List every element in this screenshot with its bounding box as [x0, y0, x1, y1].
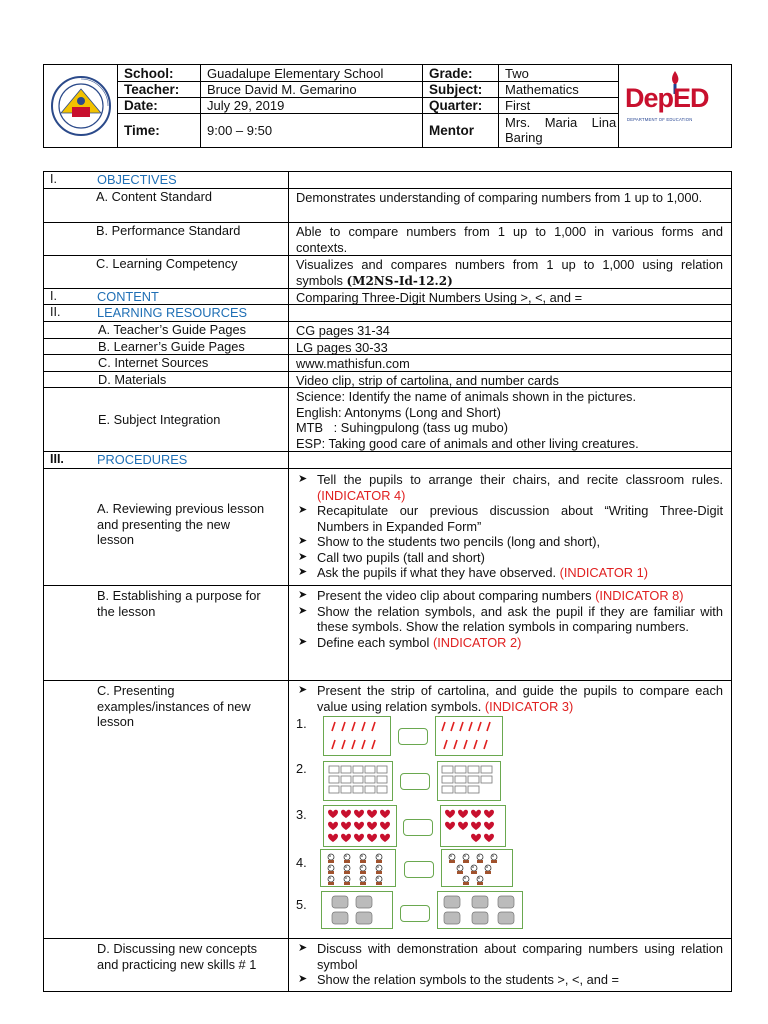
- resource-value: CG pages 31-34: [296, 323, 390, 338]
- procedure-c-label: C. Presenting examples/instances of new lesson: [97, 683, 251, 729]
- bullet-item: ➤ Show the relation symbols, and ask the pupil if they are familiar with these symbols. Show the relation symbols in comparing numbers.: [296, 604, 723, 635]
- bullet-item: ➤ Show to the students two pencils (long and short),: [296, 534, 723, 550]
- example-number: 1.: [296, 716, 307, 731]
- indicator-tag: (INDICATOR 4): [317, 487, 406, 503]
- subject-value: Mathematics: [505, 82, 579, 97]
- bullet-item: ➤ Call two pupils (tall and short): [296, 550, 723, 566]
- hearts-card-left: [323, 805, 397, 847]
- learning-competency-row: [44, 256, 731, 289]
- school-value: Guadalupe Elementary School: [201, 65, 423, 81]
- example-item: [296, 716, 716, 756]
- learning-competency-text: [289, 256, 731, 288]
- performance-standard-text: Able to compare numbers from 1 up to 1,000 in various forms and contexts.: [296, 224, 723, 255]
- deped-logo-cell: [618, 65, 731, 147]
- indicator-tag: (INDICATOR 1): [559, 565, 648, 580]
- quarter-label: Quarter:: [423, 98, 499, 113]
- bullet-item: ➤ Discuss with demonstration about comparing numbers using relation symbol: [296, 941, 723, 972]
- content-standard-text: Demonstrates understanding of comparing numbers from 1 up to 1,000.: [296, 190, 703, 205]
- time-label: Time:: [118, 114, 201, 147]
- example-item: [296, 761, 716, 801]
- resource-value: Video clip, strip of cartolina, and number cards: [296, 373, 559, 388]
- date-value: July 29, 2019: [201, 98, 423, 113]
- mentor-line-2: Baring: [505, 130, 543, 145]
- content-standard-row: [44, 189, 731, 223]
- resource-label: D. Materials: [98, 372, 167, 387]
- section-number: II.: [50, 305, 61, 319]
- example-item: [296, 891, 716, 933]
- deped-logo-text: DepED: [625, 83, 709, 113]
- integration-line: MTB : Suhingpulong (tass ug mubo): [296, 420, 508, 435]
- section-number: I.: [50, 172, 57, 186]
- performance-standard-label: B. Performance Standard: [96, 223, 241, 238]
- date-label: Date:: [118, 98, 201, 113]
- school-label: School:: [118, 65, 201, 81]
- comparison-blank[interactable]: [404, 861, 434, 878]
- procedures-heading-row: [44, 452, 731, 469]
- procedure-d-row: [44, 939, 731, 991]
- section-number: III.: [50, 452, 64, 466]
- mentor-line-1: Mrs. Maria Lina: [505, 115, 617, 130]
- example-number: 5.: [296, 897, 307, 912]
- subject-integration-row: [44, 388, 731, 452]
- procedures-heading: PROCEDURES: [97, 452, 188, 467]
- lesson-plan-table: [43, 171, 732, 992]
- lesson-header-table: [43, 64, 732, 148]
- resource-row: [44, 339, 731, 355]
- comparison-blank[interactable]: [400, 905, 430, 922]
- card-stack-icon: [438, 762, 500, 800]
- example-number: 2.: [296, 761, 307, 776]
- example-number: 4.: [296, 855, 307, 870]
- card-stack-right: [437, 761, 501, 801]
- integration-line: English: Antonyms (Long and Short): [296, 404, 501, 420]
- tally-marks-icon: [324, 717, 390, 755]
- bullet-item: ➤ Show the relation symbols to the students >, <, and =: [296, 972, 723, 988]
- grade-label: Grade:: [423, 65, 499, 81]
- blocks-icon: [438, 892, 522, 928]
- dogs-card-left: [320, 849, 396, 887]
- quarter-value: First: [505, 98, 531, 113]
- procedure-c-row: [44, 681, 731, 939]
- deped-logo-subtext: DEPARTMENT OF EDUCATION: [627, 117, 693, 122]
- subject-label: Subject:: [423, 82, 499, 97]
- competency-text: Visualizes and compares numbers from 1 up to 1,000 using relation symbols: [296, 257, 723, 288]
- bullet-item: ➤ Define each symbol (INDICATOR 2): [296, 635, 723, 651]
- content-text: Comparing Three-Digit Numbers Using >, <, and =: [296, 290, 583, 305]
- hearts-card-right: [440, 805, 506, 847]
- performance-standard-row: [44, 223, 731, 256]
- resource-label: C. Internet Sources: [98, 355, 209, 370]
- bullet-item: ➤ Present the strip of cartolina, and guide the pupils to compare each value using relation symbols. (INDICATOR 3): [296, 683, 723, 714]
- deped-seal-icon: [44, 65, 118, 147]
- comparison-blank[interactable]: [398, 728, 428, 745]
- blocks-card-left: [321, 891, 393, 929]
- deped-seal-cell: [44, 65, 118, 147]
- content-heading: CONTENT: [97, 289, 159, 304]
- procedure-a-label: A. Reviewing previous lesson and presenting the new lesson: [97, 501, 265, 547]
- card-stack-left: [323, 761, 393, 801]
- blocks-card-right: [437, 891, 523, 929]
- resource-value: www.mathisfun.com: [296, 356, 410, 371]
- procedure-b-row: [44, 586, 731, 681]
- comparison-blank[interactable]: [400, 773, 430, 790]
- time-value: 9:00 – 9:50: [201, 114, 423, 147]
- tally-card-right: [435, 716, 503, 756]
- procedure-a-row: [44, 469, 731, 586]
- dogs-icon: [321, 850, 395, 886]
- indicator-tag: (INDICATOR 3): [484, 698, 574, 714]
- resources-heading: LEARNING RESOURCES: [97, 305, 248, 320]
- mentor-label: Mentor: [423, 114, 499, 147]
- resource-row: [44, 322, 731, 339]
- example-item: [296, 849, 716, 889]
- section-number: I.: [50, 289, 57, 303]
- content-row: [44, 289, 731, 305]
- bullet-item: ➤ Tell the pupils to arrange their chairs, and recite classroom rules. (INDICATOR 4): [296, 472, 723, 503]
- dogs-icon: [442, 850, 512, 886]
- subject-integration-label: E. Subject Integration: [98, 412, 221, 427]
- teacher-value: Bruce David M. Gemarino: [201, 82, 423, 97]
- integration-line: ESP: Taking good care of animals and other living creatures.: [296, 435, 639, 451]
- content-standard-label: A. Content Standard: [96, 189, 212, 204]
- objectives-heading-row: [44, 172, 731, 189]
- integration-line: Science: Identify the name of animals shown in the pictures.: [296, 389, 637, 404]
- resource-row: [44, 372, 731, 388]
- hearts-icon: [441, 806, 505, 846]
- procedure-b-label: B. Establishing a purpose for the lesson: [97, 588, 261, 619]
- mentor-value: [499, 114, 619, 147]
- subject-integration-text: [289, 388, 731, 451]
- resource-label: A. Teacher’s Guide Pages: [98, 322, 246, 337]
- bullet-item: ➤ Ask the pupils if what they have observed. (INDICATOR 1): [296, 565, 723, 581]
- competency-code: (M2NS-Id-12.2): [346, 273, 453, 288]
- objectives-heading: OBJECTIVES: [97, 172, 177, 187]
- dogs-card-right: [441, 849, 513, 887]
- bullet-item: ➤ Recapitulate our previous discussion about “Writing Three-Digit Numbers in Expanded Form”: [296, 503, 723, 534]
- indicator-tag: (INDICATOR 8): [595, 588, 684, 603]
- resource-label: B. Learner’s Guide Pages: [98, 339, 245, 354]
- indicator-tag: (INDICATOR 2): [432, 634, 522, 650]
- tally-marks-icon: [436, 717, 502, 755]
- procedure-d-label: D. Discussing new concepts and practicing new skills # 1: [97, 941, 258, 972]
- resources-heading-row: [44, 305, 731, 322]
- grade-value: Two: [505, 65, 529, 81]
- example-number: 3.: [296, 807, 307, 822]
- learning-competency-label: C. Learning Competency: [96, 256, 238, 271]
- tally-card-left: [323, 716, 391, 756]
- comparison-blank[interactable]: [403, 819, 433, 836]
- card-stack-icon: [324, 762, 392, 800]
- example-item: [296, 805, 716, 847]
- blocks-icon: [322, 892, 392, 928]
- hearts-icon: [324, 806, 396, 846]
- resource-row: [44, 355, 731, 372]
- resource-value: LG pages 30-33: [296, 340, 388, 355]
- bullet-item: ➤ Present the video clip about comparing numbers (INDICATOR 8): [296, 588, 723, 604]
- teacher-label: Teacher:: [118, 82, 201, 97]
